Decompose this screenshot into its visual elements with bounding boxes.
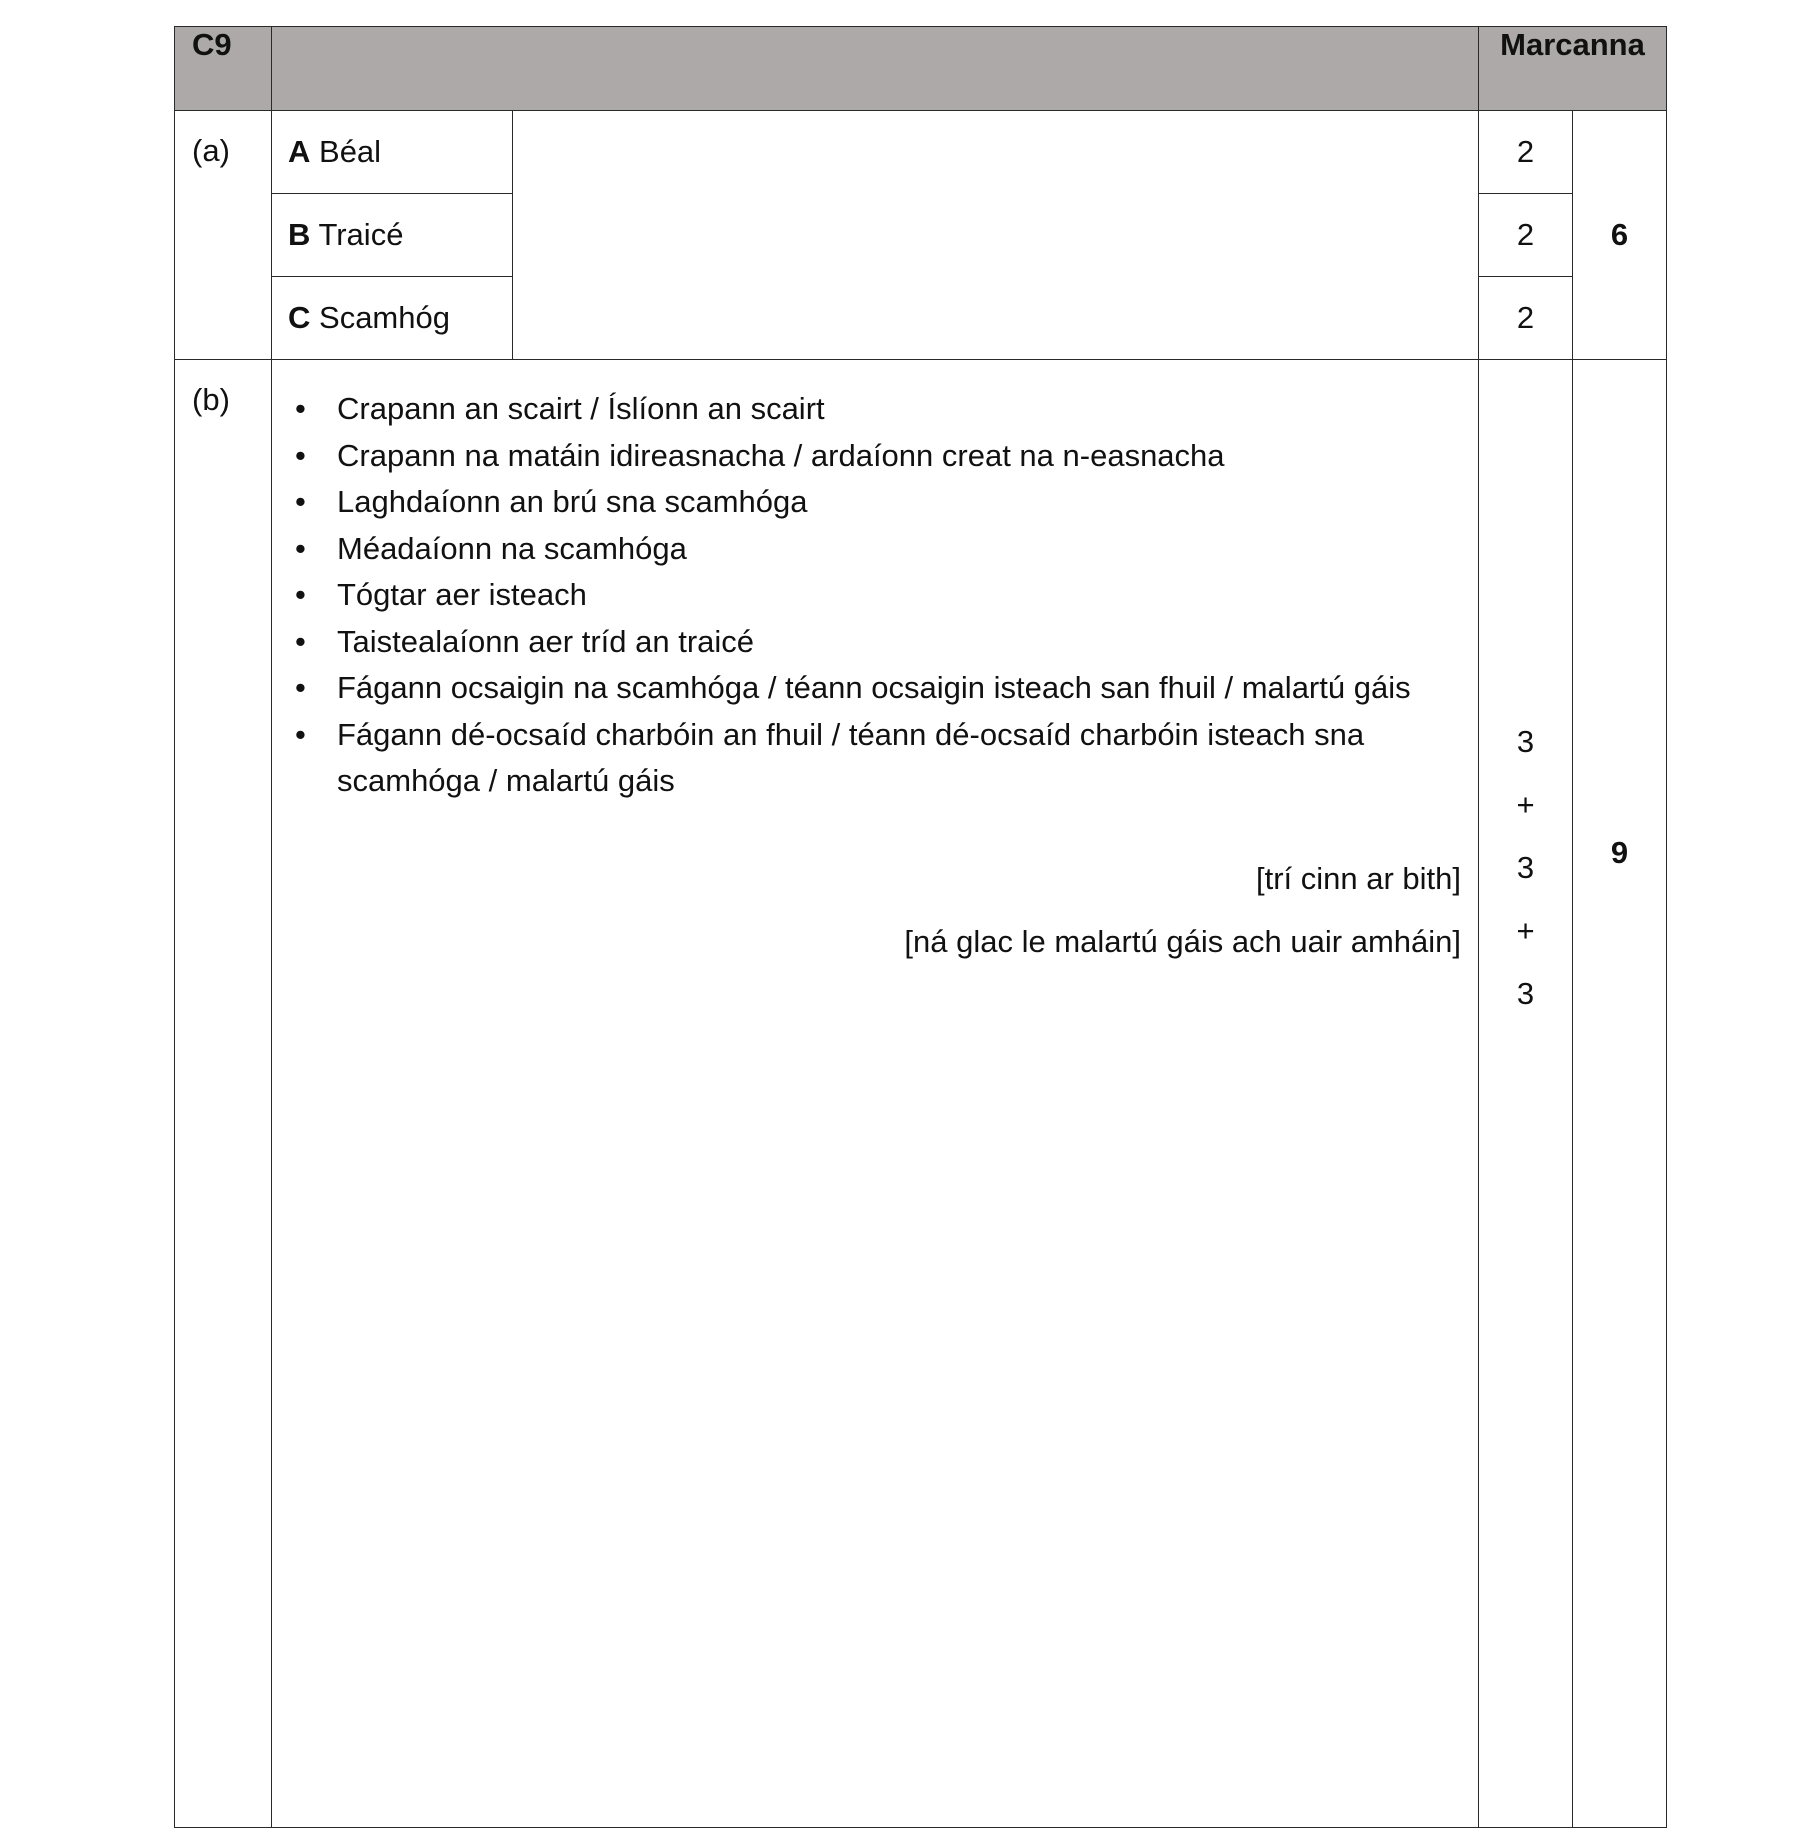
marking-scheme-sheet: [174, 26, 1666, 1353]
answer-point: • Fágann dé-ocsaíd charbóin an fhuil / téann dé-ocsaíd charbóin isteach sna scamhóga / malartú gáis: [337, 712, 1478, 805]
part-a-total: 6: [1573, 111, 1667, 360]
marking-notes: [272, 847, 1478, 973]
part-a-row-1: [175, 111, 1667, 194]
part-b-row: [175, 360, 1667, 1828]
item-letter: B: [288, 217, 311, 252]
part-a-blank: [513, 111, 1479, 360]
item-answer: Béal: [319, 134, 382, 169]
part-b-total: 9: [1573, 360, 1667, 1828]
question-number: C9: [175, 27, 272, 111]
mark-part: 3: [1516, 850, 1535, 885]
part-a-mark-b: 2: [1479, 194, 1573, 277]
answer-points-list: [272, 386, 1478, 805]
mark-plus: +: [1516, 913, 1535, 948]
note-gas-exchange-once: [ná glac le malartú gáis ach uair amháin]: [904, 923, 1461, 959]
part-a-item-c: [272, 277, 513, 360]
item-letter: C: [288, 300, 311, 335]
part-a-label: (a): [175, 111, 272, 360]
answer-point: • Crapann na matáin idireasnacha / ardaíonn creat na n-easnacha: [337, 433, 1478, 480]
answer-point: • Fágann ocsaigin na scamhóga / téann ocsaigin isteach san fhuil / malartú gáis: [337, 665, 1478, 712]
item-letter: A: [288, 134, 311, 169]
item-answer: Scamhóg: [319, 300, 450, 335]
answer-point: • Tógtar aer isteach: [337, 572, 1478, 619]
mark-part: 3: [1516, 976, 1535, 1011]
header-blank: [272, 27, 1479, 111]
part-a-item-a: [272, 111, 513, 194]
part-b-label: (b): [175, 360, 272, 1828]
answer-point: • Laghdaíonn an brú sna scamhóga: [337, 479, 1478, 526]
header-row: [175, 27, 1667, 111]
part-b-answer: [272, 360, 1479, 1828]
part-b-mark-breakdown: [1479, 360, 1573, 1828]
answer-point: • Méadaíonn na scamhóga: [337, 526, 1478, 573]
mark-part: 3: [1516, 724, 1535, 759]
item-answer: Traicé: [318, 217, 404, 252]
note-any-three: [trí cinn ar bith]: [1255, 860, 1461, 896]
answer-point: • Crapann an scairt / Íslíonn an scairt: [337, 386, 1478, 433]
part-a-mark-c: 2: [1479, 277, 1573, 360]
part-a-item-b: [272, 194, 513, 277]
part-a-mark-a: 2: [1479, 111, 1573, 194]
marking-scheme-table: [174, 26, 1667, 1828]
marks-heading: Marcanna: [1479, 27, 1667, 111]
mark-plus: +: [1516, 787, 1535, 822]
answer-point: • Taistealaíonn aer tríd an traicé: [337, 619, 1478, 666]
